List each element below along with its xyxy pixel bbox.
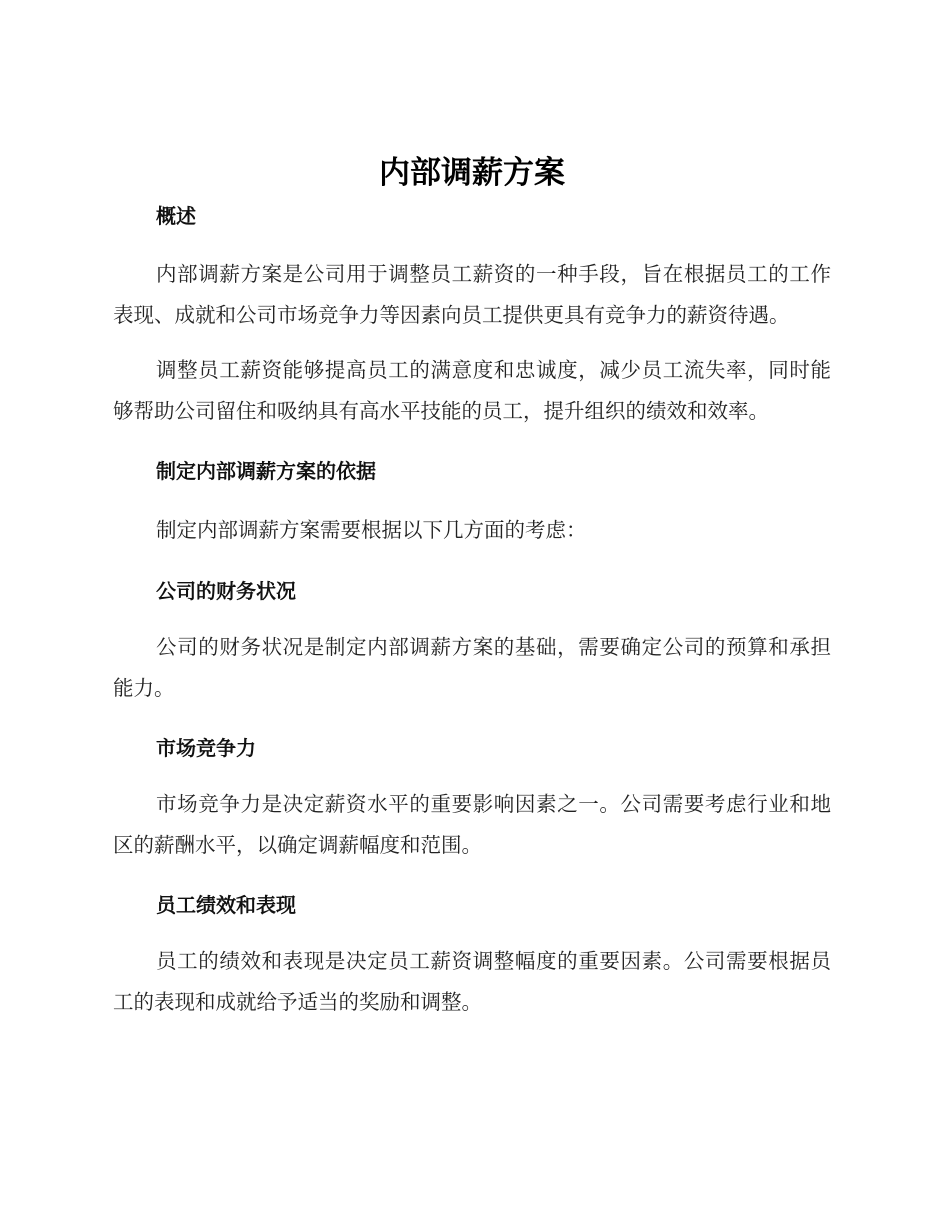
overview-paragraph-2: 调整员工薪资能够提高员工的满意度和忠诚度，减少员工流失率，同时能够帮助公司留住和吸纳具有高水平技能的员工，提升组织的绩效和效率。 [113, 358, 831, 423]
performance-paragraph: 员工的绩效和表现是决定员工薪资调整幅度的重要因素。公司需要根据员工的表现和成就给予适当的奖励和调整。 [113, 949, 831, 1014]
finance-paragraph: 公司的财务状况是制定内部调薪方案的基础，需要确定公司的预算和承担能力。 [113, 635, 831, 700]
section-heading-performance: 员工绩效和表现 [156, 893, 296, 917]
document-page [113, 150, 831, 1023]
section-heading-market: 市场竞争力 [156, 736, 256, 760]
section-heading-overview: 概述 [156, 204, 196, 228]
overview-paragraph-1: 内部调薪方案是公司用于调整员工薪资的一种手段，旨在根据员工的工作表现、成就和公司市场竞争力等因素向员工提供更具有竞争力的薪资待遇。 [113, 262, 831, 327]
market-paragraph: 市场竞争力是决定薪资水平的重要影响因素之一。公司需要考虑行业和地区的薪酬水平，以确定调薪幅度和范围。 [113, 792, 831, 857]
section-heading-finance: 公司的财务状况 [156, 579, 296, 603]
document-title: 内部调薪方案 [379, 155, 565, 191]
basis-paragraph: 制定内部调薪方案需要根据以下几方面的考虑： [156, 518, 587, 542]
section-heading-basis: 制定内部调薪方案的依据 [156, 459, 376, 483]
